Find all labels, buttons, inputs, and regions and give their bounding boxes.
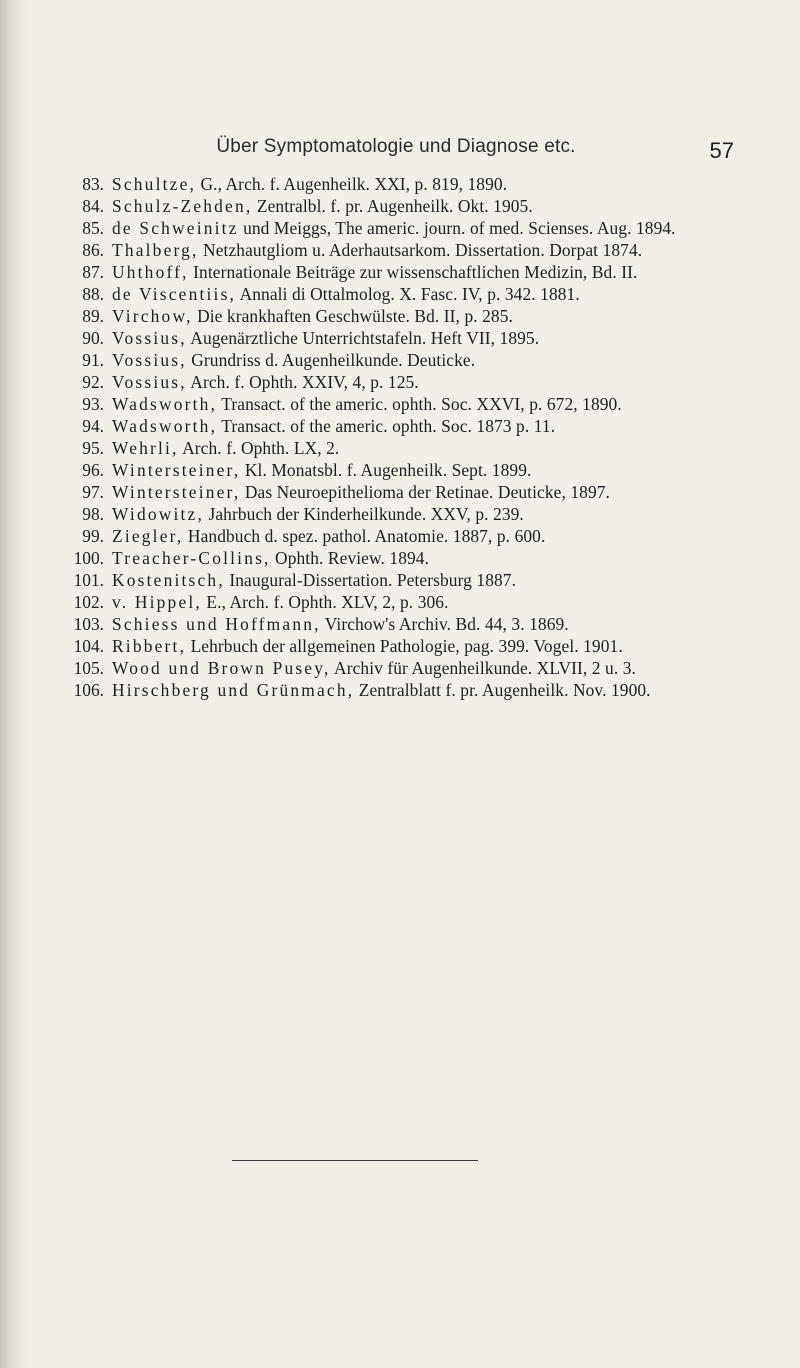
reference-author: Schulz-Zehden,: [112, 196, 253, 216]
reference-number: 84.: [82, 196, 104, 216]
reference-citation: Zentralblatt f. pr. Augenheilk. Nov. 1900.: [354, 680, 651, 700]
reference-author: Schiess und Hoffmann,: [112, 614, 321, 634]
reference-author: Vossius,: [112, 350, 187, 370]
reference-author: Wadsworth,: [112, 416, 218, 436]
reference-entry: [56, 482, 736, 503]
reference-citation: Kl. Monatsbl. f. Augenheilk. Sept. 1899.: [240, 460, 532, 480]
reference-citation: Annali di Ottalmolog. X. Fasc. IV, p. 342. 1881.: [236, 284, 580, 304]
reference-number: 104.: [73, 636, 104, 656]
reference-number: 88.: [82, 284, 104, 304]
reference-author: Widowitz,: [112, 504, 205, 524]
reference-citation: E., Arch. f. Ophth. XLV, 2, p. 306.: [201, 592, 449, 612]
reference-citation: Inaugural-Dissertation. Petersburg 1887.: [224, 570, 517, 590]
reference-number: 103.: [73, 614, 104, 634]
reference-author: Wood und Brown Pusey,: [112, 658, 331, 678]
reference-number: 94.: [82, 416, 104, 436]
reference-citation: Augenärztliche Unterrichtstafeln. Heft VII, 1895.: [186, 328, 540, 348]
reference-entry: [56, 372, 736, 393]
reference-citation: Grundriss d. Augenheilkunde. Deuticke.: [186, 350, 476, 370]
reference-entry: [56, 240, 736, 261]
reference-author: Wintersteiner,: [112, 482, 241, 502]
reference-number: 91.: [82, 350, 104, 370]
running-title: Über Symptomatologie und Diagnose etc.: [216, 136, 576, 157]
reference-citation: Arch. f. Ophth. XXIV, 4, p. 125.: [186, 372, 419, 392]
reference-citation: Netzhautgliom u. Aderhautsarkom. Dissertation. Dorpat 1874.: [198, 240, 643, 260]
reference-author: Treacher-Collins,: [112, 548, 271, 568]
reference-number: 97.: [82, 482, 104, 502]
reference-entry: [56, 614, 736, 635]
reference-author: v. Hippel,: [112, 592, 202, 612]
reference-author: Vossius,: [112, 372, 187, 392]
reference-entry: [56, 262, 736, 283]
reference-number: 100.: [73, 548, 104, 568]
reference-citation: Lehrbuch der allgemeinen Pathologie, pag. 399. Vogel. 1901.: [186, 636, 623, 656]
reference-entry: [56, 548, 736, 569]
reference-author: Ziegler,: [112, 526, 184, 546]
reference-entry: [56, 306, 736, 327]
reference-number: 93.: [82, 394, 104, 414]
reference-author: de Viscentiis,: [112, 284, 237, 304]
reference-number: 105.: [73, 658, 104, 678]
reference-citation: Arch. f. Ophth. LX, 2.: [178, 438, 340, 458]
reference-author: Wehrli,: [112, 438, 179, 458]
reference-entry: [56, 570, 736, 591]
reference-citation: Ophth. Review. 1894.: [270, 548, 430, 568]
reference-entry: [56, 218, 736, 239]
reference-citation: und Meiggs, The americ. journ. of med. Scienses. Aug. 1894.: [238, 218, 676, 238]
reference-citation: G., Arch. f. Augenheilk. XXI, p. 819, 1890.: [196, 174, 508, 194]
reference-citation: Transact. of the americ. ophth. Soc. XXVI, p. 672, 1890.: [217, 394, 622, 414]
reference-number: 99.: [82, 526, 104, 546]
reference-citation: Handbuch d. spez. pathol. Anatomie. 1887, p. 600.: [183, 526, 546, 546]
reference-number: 90.: [82, 328, 104, 348]
reference-entry: [56, 438, 736, 459]
reference-author: Uhthoff,: [112, 262, 189, 282]
page-number: 57: [709, 138, 734, 163]
reference-entry: [56, 504, 736, 525]
reference-number: 83.: [82, 174, 104, 194]
reference-entry: [56, 592, 736, 613]
reference-entry: [56, 526, 736, 547]
reference-number: 98.: [82, 504, 104, 524]
reference-citation: Transact. of the americ. ophth. Soc. 1873 p. 11.: [217, 416, 556, 436]
reference-author: Kostenitsch,: [112, 570, 225, 590]
reference-author: Thalberg,: [112, 240, 199, 260]
reference-number: 101.: [73, 570, 104, 590]
reference-entry: [56, 394, 736, 415]
reference-citation: Die krankhaften Geschwülste. Bd. II, p. 285.: [192, 306, 513, 326]
reference-entry: [56, 328, 736, 349]
reference-citation: Zentralbl. f. pr. Augenheilk. Okt. 1905.: [252, 196, 533, 216]
reference-author: de Schweinitz: [112, 218, 239, 238]
reference-list: [56, 174, 736, 702]
running-head: [56, 126, 736, 166]
reference-entry: [56, 350, 736, 371]
reference-author: Schultze,: [112, 174, 197, 194]
reference-entry: [56, 658, 736, 679]
page-binding-shadow: [0, 0, 34, 1368]
reference-entry: [56, 196, 736, 217]
reference-entry: [56, 284, 736, 305]
reference-number: 96.: [82, 460, 104, 480]
reference-number: 85.: [82, 218, 104, 238]
reference-citation: Virchow's Archiv. Bd. 44, 3. 1869.: [320, 614, 569, 634]
reference-citation: Archiv für Augenheilkunde. XLVII, 2 u. 3.: [330, 658, 636, 678]
reference-citation: Das Neuroepithelioma der Retinae. Deuticke, 1897.: [240, 482, 611, 502]
end-rule: [232, 1160, 478, 1161]
reference-number: 87.: [82, 262, 104, 282]
reference-author: Hirschberg und Grünmach,: [112, 680, 355, 700]
reference-author: Wadsworth,: [112, 394, 218, 414]
reference-number: 92.: [82, 372, 104, 392]
reference-citation: Internationale Beiträge zur wissenschaftlichen Medizin, Bd. II.: [188, 262, 638, 282]
reference-number: 89.: [82, 306, 104, 326]
reference-entry: [56, 174, 736, 195]
reference-author: Wintersteiner,: [112, 460, 241, 480]
reference-number: 106.: [73, 680, 104, 700]
reference-author: Virchow,: [112, 306, 193, 326]
reference-entry: [56, 636, 736, 657]
reference-author: Vossius,: [112, 328, 187, 348]
reference-entry: [56, 680, 736, 701]
reference-author: Ribbert,: [112, 636, 187, 656]
reference-entry: [56, 416, 736, 437]
reference-entry: [56, 460, 736, 481]
reference-number: 95.: [82, 438, 104, 458]
reference-citation: Jahrbuch der Kinderheilkunde. XXV, p. 239.: [204, 504, 524, 524]
reference-number: 102.: [73, 592, 104, 612]
reference-number: 86.: [82, 240, 104, 260]
